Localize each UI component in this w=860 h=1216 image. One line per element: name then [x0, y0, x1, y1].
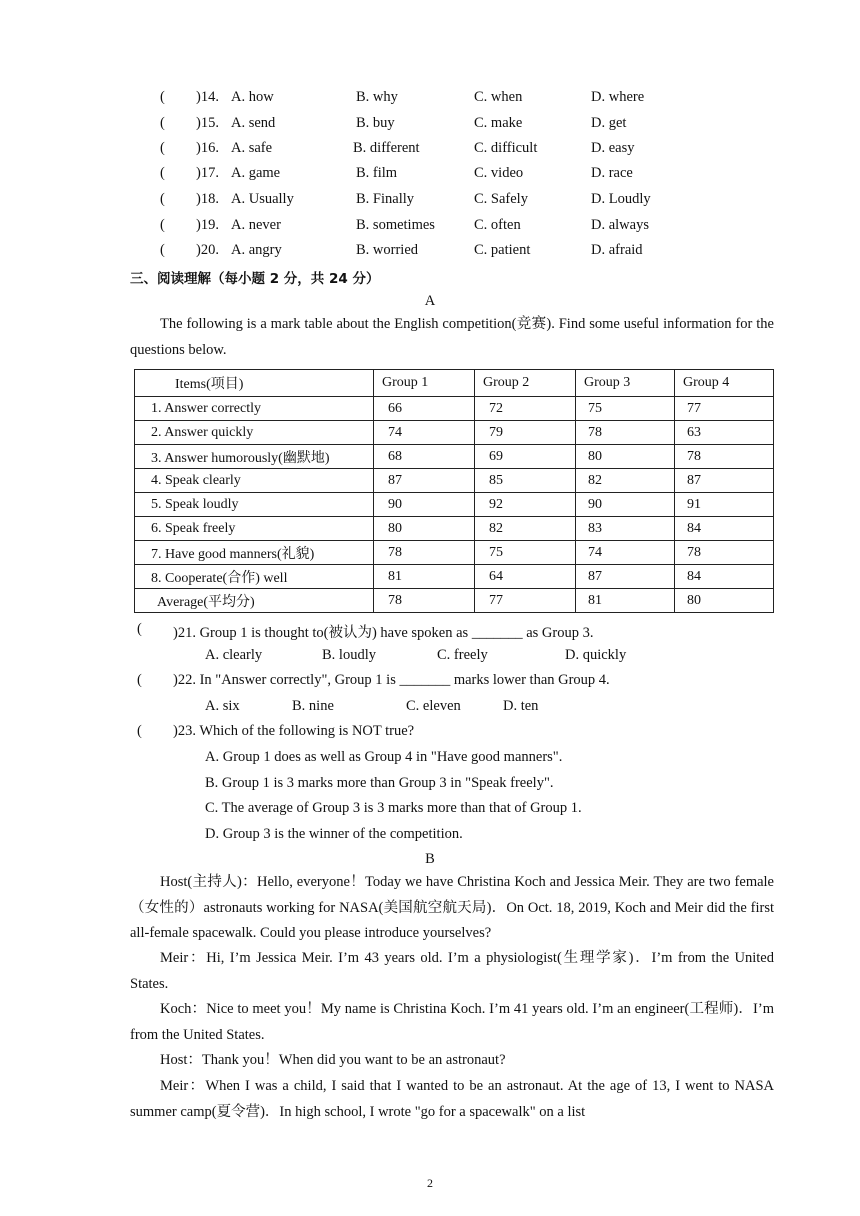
table-cell: 72: [475, 397, 576, 421]
table-row: [135, 469, 774, 493]
answer-paren: (: [160, 191, 165, 207]
answer-paren: (: [160, 217, 165, 233]
table-cell: 74: [576, 541, 675, 565]
q21-option-c: C. freely: [437, 647, 488, 663]
option-d: D. Loudly: [591, 191, 651, 207]
table-cell: 8. Cooperate(合作) well: [135, 565, 374, 589]
section-title: 三、阅读理解（每小题 2 分，共 24 分）: [130, 271, 380, 287]
q23-option-c: C. The average of Group 3 is 3 marks more than that of Group 1.: [205, 800, 582, 816]
q21-option-d: D. quickly: [565, 647, 627, 663]
table-cell: 85: [475, 469, 576, 493]
option-a: A. angry: [231, 242, 282, 258]
option-d: D. get: [591, 115, 627, 131]
table-cell: 83: [576, 517, 675, 541]
table-cell: 84: [675, 517, 774, 541]
option-d: D. easy: [591, 140, 635, 156]
table-cell: 92: [475, 493, 576, 517]
answer-paren: (: [137, 672, 142, 688]
table-row: [135, 589, 774, 613]
page-number: 2: [427, 1176, 433, 1190]
table-cell: 78: [576, 421, 675, 445]
passage-b-paragraph: Meir：Hi, I’m Jessica Meir. I’m 43 years old. I’m a physiologist(生理学家)．I’m from the United States.: [130, 950, 774, 992]
option-b: B. film: [356, 165, 398, 181]
table-cell: 77: [475, 589, 576, 613]
table-header-cell: Group 4: [675, 370, 774, 397]
answer-paren: (: [160, 140, 165, 156]
option-d: D. where: [591, 89, 645, 105]
passage-a-intro: The following is a mark table about the English competition(竞赛). Find some useful information for the questions below.: [130, 316, 774, 358]
passage-b-letter: B: [425, 851, 435, 867]
table-row: [135, 565, 774, 589]
question-number: )17.: [196, 165, 219, 181]
question-21-stem: )21. Group 1 is thought to(被认为) have spoken as _______ as Group 3.: [173, 625, 594, 641]
mcq-row: [0, 217, 860, 239]
table-cell: 75: [576, 397, 675, 421]
question-23-stem: )23. Which of the following is NOT true?: [173, 723, 415, 739]
mcq-row: [0, 140, 860, 162]
table-row: [135, 517, 774, 541]
answer-paren: (: [160, 89, 165, 105]
table-cell: 87: [675, 469, 774, 493]
q23-option-d: D. Group 3 is the winner of the competition.: [205, 826, 463, 842]
option-d: D. always: [591, 217, 649, 233]
table-cell: 80: [374, 517, 475, 541]
option-b: B. worried: [356, 242, 419, 258]
question-number: )16.: [196, 140, 219, 156]
question-number: )18.: [196, 191, 219, 207]
table-cell: 91: [675, 493, 774, 517]
q23-option-b: B. Group 1 is 3 marks more than Group 3 in "Speak freely".: [205, 775, 554, 791]
option-a: A. how: [231, 89, 274, 105]
table-cell: 90: [374, 493, 475, 517]
option-c: C. make: [474, 115, 523, 131]
mcq-row: [0, 242, 860, 264]
table-cell: 75: [475, 541, 576, 565]
passage-b-paragraph: Host：Thank you！When did you want to be an astronaut?: [160, 1052, 506, 1068]
table-cell: 64: [475, 565, 576, 589]
table-header-cell: Group 1: [374, 370, 475, 397]
passage-b-paragraph: Koch：Nice to meet you！My name is Christina Koch. I’m 41 years old. I’m an engineer(工程师)．I’m from the United States.: [130, 1001, 774, 1043]
table-cell: 2. Answer quickly: [135, 421, 374, 445]
question-number: )15.: [196, 115, 219, 131]
question-22-stem: )22. In "Answer correctly", Group 1 is _______ marks lower than Group 4.: [173, 672, 610, 688]
option-c: C. video: [474, 165, 524, 181]
option-a: A. safe: [231, 140, 273, 156]
table-cell: 78: [675, 445, 774, 469]
option-c: C. often: [474, 217, 521, 233]
option-a: A. game: [231, 165, 281, 181]
passage-b-paragraph: Host(主持人)：Hello, everyone！Today we have Christina Koch and Jessica Meir. They are two female（女性的）astronauts working for NASA(美国航空航天局)．On Oct. 18, 2019, Koch and Meir did the first all-female spacewalk. Could you please introduce yourselves?: [130, 874, 774, 941]
table-cell: 87: [576, 565, 675, 589]
q21-option-b: B. loudly: [322, 647, 376, 663]
table-cell: 79: [475, 421, 576, 445]
q22-option-d: D. ten: [503, 698, 539, 714]
table-cell: 66: [374, 397, 475, 421]
answer-paren: (: [160, 115, 165, 131]
table-header-cell: Group 2: [475, 370, 576, 397]
option-a: A. never: [231, 217, 281, 233]
answer-paren: (: [137, 621, 142, 637]
table-cell: 74: [374, 421, 475, 445]
question-number: )19.: [196, 217, 219, 233]
table-cell: 78: [675, 541, 774, 565]
option-b: B. different: [353, 140, 420, 156]
table-cell: 63: [675, 421, 774, 445]
answer-paren: (: [160, 165, 165, 181]
mcq-row: [0, 165, 860, 187]
q22-option-c: C. eleven: [406, 698, 461, 714]
q22-option-b: B. nine: [292, 698, 334, 714]
option-b: B. why: [356, 89, 398, 105]
table-cell: 81: [374, 565, 475, 589]
table-cell: 80: [576, 445, 675, 469]
table-row: [135, 445, 774, 469]
option-c: C. patient: [474, 242, 531, 258]
q22-option-a: A. six: [205, 698, 240, 714]
option-c: C. when: [474, 89, 523, 105]
table-cell: 78: [374, 589, 475, 613]
option-b: B. Finally: [356, 191, 415, 207]
table-cell: 69: [475, 445, 576, 469]
table-cell: 82: [576, 469, 675, 493]
table-row: [135, 421, 774, 445]
q23-option-a: A. Group 1 does as well as Group 4 in "Have good manners".: [205, 749, 563, 765]
mark-table: [134, 369, 774, 613]
option-b: B. buy: [356, 115, 395, 131]
table-cell: 3. Answer humorously(幽默地): [135, 445, 374, 469]
answer-paren: (: [137, 723, 142, 739]
table-cell: 7. Have good manners(礼貌): [135, 541, 374, 565]
table-cell: 87: [374, 469, 475, 493]
table-cell: 4. Speak clearly: [135, 469, 374, 493]
question-number: )20.: [196, 242, 219, 258]
option-a: A. send: [231, 115, 276, 131]
table-cell: 80: [675, 589, 774, 613]
q21-option-a: A. clearly: [205, 647, 263, 663]
table-cell: 81: [576, 589, 675, 613]
table-cell: 78: [374, 541, 475, 565]
table-row: [135, 541, 774, 565]
table-row: [135, 397, 774, 421]
option-c: C. difficult: [474, 140, 538, 156]
table-header-cell: Group 3: [576, 370, 675, 397]
table-cell: 68: [374, 445, 475, 469]
option-a: A. Usually: [231, 191, 294, 207]
table-cell: 5. Speak loudly: [135, 493, 374, 517]
question-number: )14.: [196, 89, 219, 105]
table-cell: 1. Answer correctly: [135, 397, 374, 421]
table-cell: 90: [576, 493, 675, 517]
table-header-row: [135, 370, 774, 397]
mcq-row: [0, 191, 860, 213]
table-row: [135, 493, 774, 517]
table-cell: 84: [675, 565, 774, 589]
table-cell: 6. Speak freely: [135, 517, 374, 541]
answer-paren: (: [160, 242, 165, 258]
passage-b-paragraph: Meir：When I was a child, I said that I wanted to be an astronaut. At the age of 13, I went to NASA summer camp(夏令营)．In high school, I wrote "go for a spacewalk" on a list: [130, 1078, 774, 1120]
option-d: D. race: [591, 165, 633, 181]
table-cell: 82: [475, 517, 576, 541]
mcq-row: [0, 115, 860, 137]
option-d: D. afraid: [591, 242, 643, 258]
option-b: B. sometimes: [356, 217, 435, 233]
table-cell: 77: [675, 397, 774, 421]
table-cell: Average(平均分): [135, 589, 374, 613]
table-header-cell: Items(项目): [135, 370, 374, 397]
mcq-row: [0, 89, 860, 111]
option-c: C. Safely: [474, 191, 528, 207]
passage-a-letter: A: [424, 293, 436, 309]
